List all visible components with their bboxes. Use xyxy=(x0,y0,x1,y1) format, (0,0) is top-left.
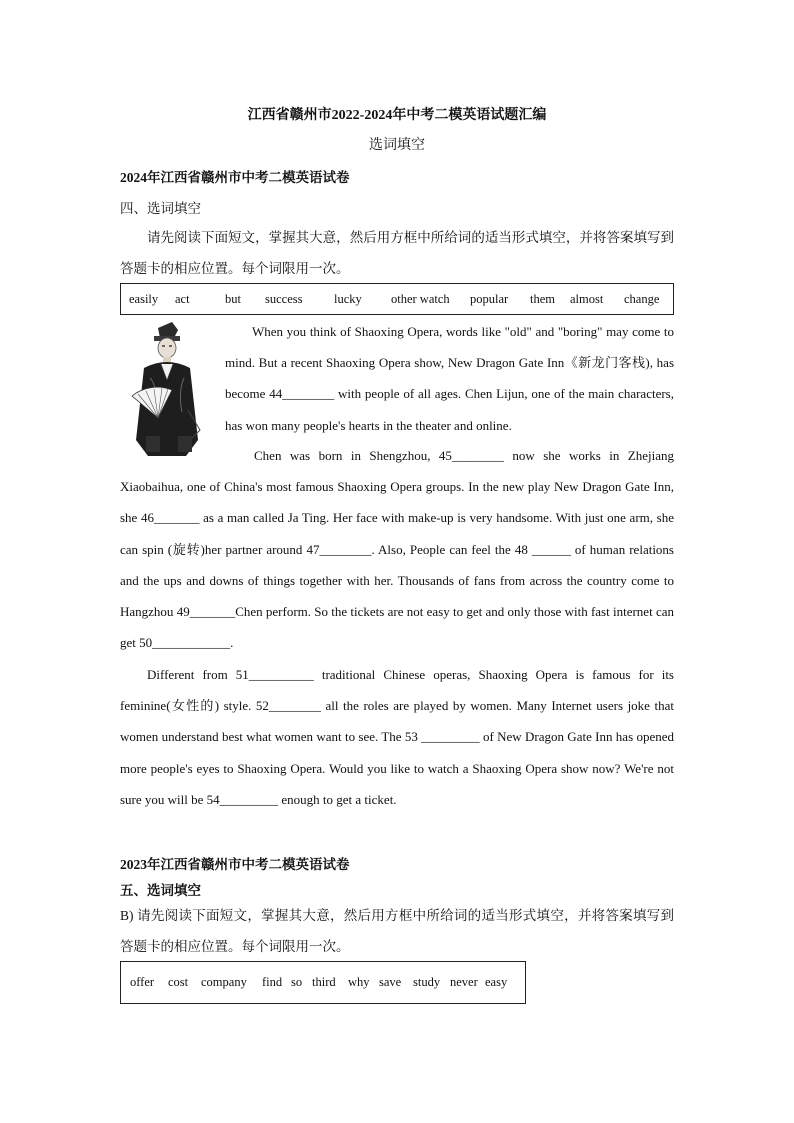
word-bank-item: so xyxy=(291,975,303,989)
passage-2024-paragraph-1: When you think of Shaoxing Opera, words like "old" and "boring" may come to mind. But a recent Shaoxing Opera show, New Dragon Gate Inn《新龙门客栈), has become 44________ with people of all ages. Chen Lijun, one of the main characters, has won many people's hearts in the theater and online. xyxy=(225,324,674,433)
word-bank-item: cost xyxy=(168,975,189,989)
word-bank-2023 xyxy=(120,961,526,1004)
word-bank-item: success xyxy=(265,291,303,306)
document-subtitle: 选词填空 xyxy=(369,138,425,153)
exam-2024-instruction: 请先阅读下面短文，掌握其大意，然后用方框中所给词的适当形式填空，并将答案填写到答题卡的相应位置。每个词限用一次。 xyxy=(120,230,674,277)
word-bank-item: lucky xyxy=(334,291,362,306)
word-bank-item: why xyxy=(348,975,370,989)
word-bank-item: but xyxy=(225,291,241,306)
word-bank-item: easy xyxy=(485,975,508,989)
word-bank-item: other watch xyxy=(391,291,450,306)
word-bank-item: almost xyxy=(570,291,604,306)
word-bank-item: third xyxy=(312,975,336,989)
word-bank-item: study xyxy=(413,975,441,989)
word-bank-item: change xyxy=(624,291,660,306)
word-bank-item: popular xyxy=(470,291,509,306)
word-bank-item: find xyxy=(262,975,283,989)
exam-2024-heading: 2024年江西省赣州市中考二模英语试卷 xyxy=(120,170,350,185)
document-title: 江西省赣州市2022-2024年中考二模英语试题汇编 xyxy=(247,108,547,123)
exam-2023-instruction: B) 请先阅读下面短文，掌握其大意，然后用方框中所给词的适当形式填空，并将答案填写到答题卡的相应位置。每个词限用一次。 xyxy=(120,908,674,955)
shaoxing-opera-performer-photo xyxy=(128,320,212,456)
word-bank-item: offer xyxy=(130,975,155,989)
word-bank-item: save xyxy=(379,975,402,989)
exam-2023-section-label: 五、选词填空 xyxy=(120,883,201,898)
word-bank-item: company xyxy=(201,975,247,989)
word-bank-2024 xyxy=(120,283,674,315)
exam-2024-section-label: 四、选词填空 xyxy=(120,201,201,216)
passage-2024-paragraph-2: Chen was born in Shengzhou, 45________ now she works in Zhejiang Xiaobaihua, one of China's most famous Shaoxing Opera groups. In the new play New Dragon Gate Inn, she 46_______ as a man called Ja Ting. Her face with make-up is very handsome. With just one arm, she can spin (旋转)her partner around 47________. Also, People can feel the 48 ______ of human relations and the ups and downs of things together with her. Thousands of fans from across the country come to Hangzhou 49_______Chen perform. So the tickets are not easy to get and only those with fast internet can get 50____________. xyxy=(120,448,674,651)
word-bank-item: them xyxy=(530,291,555,306)
word-bank-item: never xyxy=(450,975,478,989)
exam-2023-heading: 2023年江西省赣州市中考二模英语试卷 xyxy=(120,857,350,872)
word-bank-item: easily xyxy=(129,291,159,306)
word-bank-item: act xyxy=(175,291,190,306)
passage-2024-paragraph-3: Different from 51__________ traditional Chinese operas, Shaoxing Opera is famous for its feminine(女性的) style. 52________ all the roles are played by women. Many Internet users joke that women understand best what women want to see. The 53 _________ of New Dragon Gate Inn has opened more people's eyes to Shaoxing Opera. Would you like to watch a Shaoxing Opera show now? We're not sure you will be 54_________ enough to get a ticket. xyxy=(120,667,674,807)
